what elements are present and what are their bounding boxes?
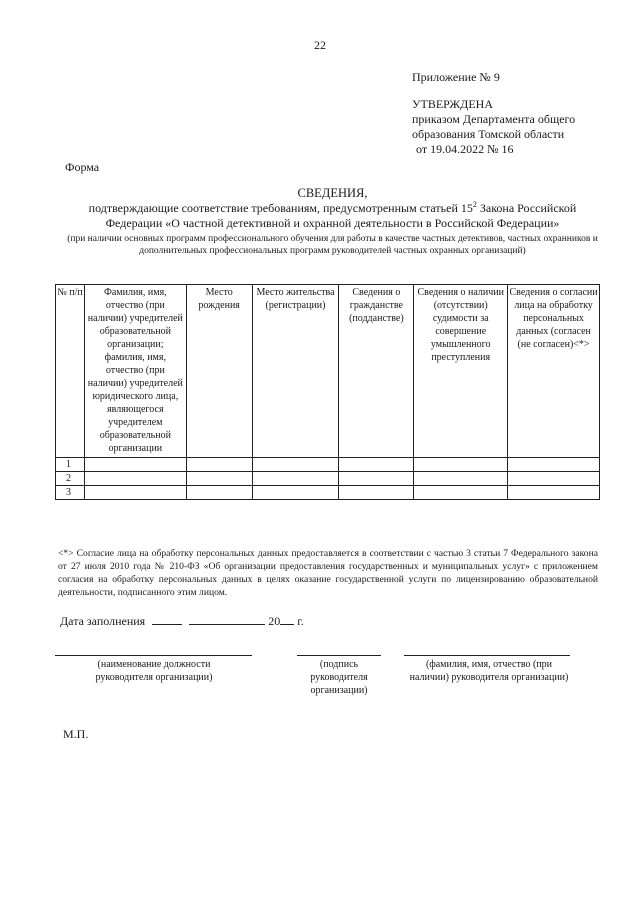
row-number: 2 — [56, 472, 85, 486]
table-cell[interactable] — [84, 458, 186, 472]
table-cell[interactable] — [508, 486, 600, 500]
approved-label: УТВЕРЖДЕНА — [412, 97, 494, 111]
appendix-label: Приложение № 9 — [412, 70, 500, 84]
table-cell[interactable] — [186, 472, 252, 486]
year-field[interactable] — [280, 612, 294, 625]
table-cell[interactable] — [414, 472, 508, 486]
row-number: 3 — [56, 486, 85, 500]
table-cell[interactable] — [508, 472, 600, 486]
title-line-1-start: подтверждающие соответствие требованиям, предусмотренным статьей 15 — [88, 201, 473, 215]
year-prefix: 20 — [268, 614, 281, 628]
title-line-1 — [55, 201, 610, 216]
approval-line-1: приказом Департамента общего — [412, 112, 576, 126]
date-label: Дата заполнения — [60, 614, 146, 628]
year-suffix: г. — [297, 614, 304, 628]
table-row — [56, 458, 600, 472]
title-line-1-end: Закона Российской — [476, 201, 577, 215]
form-label: Форма — [65, 160, 100, 174]
signature-caption: (подпись руководителя организации) — [310, 659, 368, 696]
footnote: <*> Согласие лица на обработку персональных данных предоставляется в соответствии с частью 3 статьи 7 Федерального закона от 27 июля 2010 года № 210-ФЗ «Об организации предоставления государственных и муниципальных услуг» с приложением согласия на обработку персональных данных в целях оказание государственной услуги по лицензированию образовательной деятельности, подписанного этим лицом. — [58, 548, 598, 598]
position-caption: (наименование должности руководителя организации) — [95, 659, 213, 683]
table-cell[interactable] — [186, 458, 252, 472]
article-superscript: 2 — [472, 200, 477, 209]
date-line — [60, 612, 304, 629]
header-criminal-record: Сведения о наличии (отсутствии) судимости за совершение умышленного преступления — [414, 285, 508, 458]
table-row — [56, 472, 600, 486]
stamp-label: М.П. — [63, 727, 89, 741]
title-note: (при наличии основных программ профессионального обучения для работы в качестве частных детективов, частных охранников и дополнительных профессиональных программ руководителей частных охранных организаций) — [67, 234, 598, 256]
table-cell[interactable] — [84, 486, 186, 500]
day-field[interactable] — [152, 612, 182, 625]
table-cell[interactable] — [252, 458, 339, 472]
table-cell[interactable] — [84, 472, 186, 486]
signature-line[interactable] — [297, 655, 381, 656]
title-line-2: Федерации «О частной детективной и охранной деятельности в Российской Федерации» — [105, 216, 560, 230]
table-cell[interactable] — [339, 472, 414, 486]
table-cell[interactable] — [414, 458, 508, 472]
position-signature-line[interactable] — [55, 655, 252, 656]
header-birthplace: Место рождения — [186, 285, 252, 458]
month-field[interactable] — [189, 612, 265, 625]
document-heading: СВЕДЕНИЯ, — [297, 186, 368, 200]
table-cell[interactable] — [414, 486, 508, 500]
table-cell[interactable] — [508, 458, 600, 472]
data-table — [55, 284, 600, 500]
row-number: 1 — [56, 458, 85, 472]
table-cell[interactable] — [339, 486, 414, 500]
table-cell[interactable] — [252, 486, 339, 500]
header-full-name: Фамилия, имя, отчество (при наличии) учредителей образовательной организации; фамилия, имя, отчество (при наличии) учредителей юридического лица, являющегося учредителем образовательной организации — [84, 285, 186, 458]
table-row — [56, 486, 600, 500]
header-residence: Место жительства (регистрации) — [252, 285, 339, 458]
table-cell[interactable] — [252, 472, 339, 486]
table-cell[interactable] — [339, 458, 414, 472]
approval-line-3: от 19.04.2022 № 16 — [416, 142, 514, 156]
table-cell[interactable] — [186, 486, 252, 500]
table-header-row — [56, 285, 600, 458]
approval-line-2: образования Томской области — [412, 127, 565, 141]
name-caption: (фамилия, имя, отчество (при наличии) руководителя организации) — [409, 659, 569, 683]
header-number: № п/п — [56, 285, 85, 458]
header-consent: Сведения о согласии лица на обработку персональных данных (согласен (не согласен)<*> — [508, 285, 600, 458]
approval-block — [412, 70, 627, 157]
title-block — [55, 186, 610, 257]
page-number: 22 — [314, 38, 326, 52]
header-citizenship: Сведения о гражданстве (подданстве) — [339, 285, 414, 458]
name-signature-line[interactable] — [404, 655, 570, 656]
